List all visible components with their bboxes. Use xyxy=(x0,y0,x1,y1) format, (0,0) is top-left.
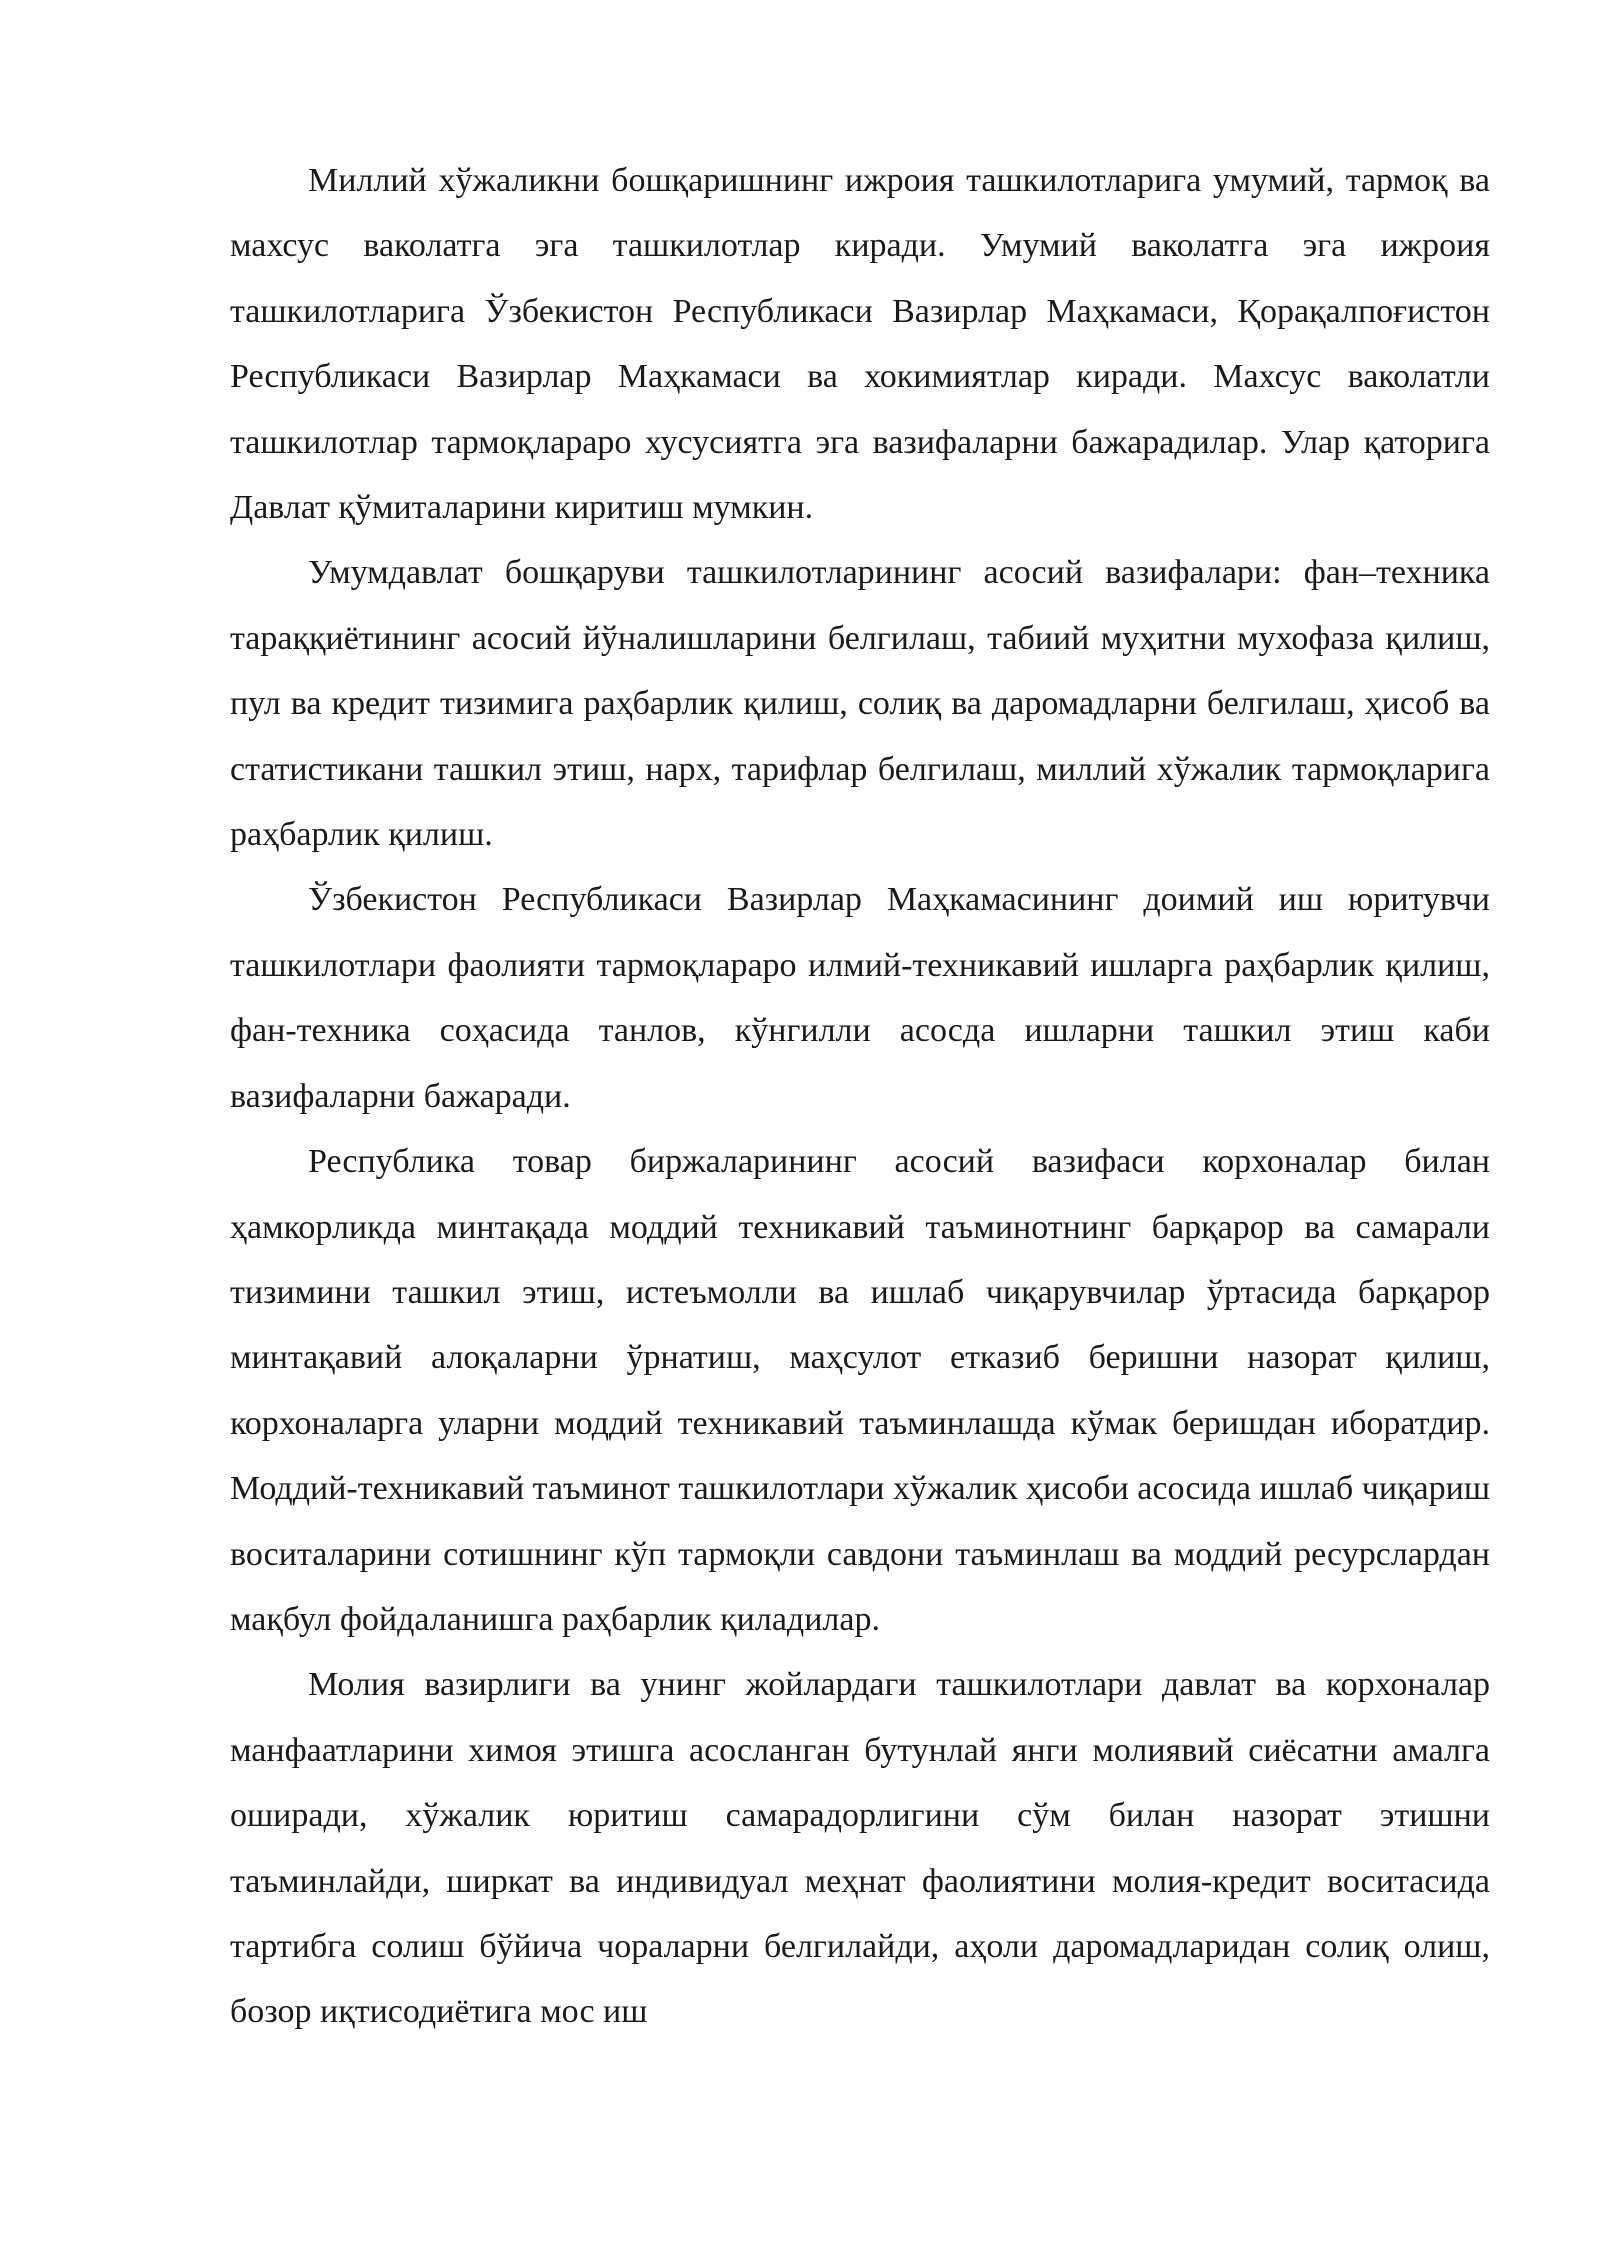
paragraph-4: Республика товар биржаларининг асосий вазифаси корхоналар билан ҳамкорликда минтақада моддий техникавий таъминотнинг барқарор ва самарали тизимини ташкил этиш, истеъмолли ва ишлаб чиқарувчилар ўртасида барқарор минтақавий алоқаларни ўрнатиш, маҳсулот етказиб беришни назорат қилиш, корхоналарга уларни моддий техникавий таъминлашда кўмак беришдан иборатдир. Моддий-техникавий таъминот ташкилотлари хўжалик ҳисоби асосида ишлаб чиқариш воситаларини сотишнинг кўп тармоқли савдони таъминлаш ва моддий ресурслардан мақбул фойдаланишга раҳбарлик қиладилар. xyxy=(230,1143,1491,1638)
document-body xyxy=(230,148,1490,2045)
paragraph-2: Умумдавлат бошқаруви ташкилотларининг асосий вазифалари: фан–техника тараққиётининг асосий йўналишларини белгилаш, табиий муҳитни мухофаза қилиш, пул ва кредит тизимига раҳбарлик қилиш, солиқ ва даромадларни белгилаш, ҳисоб ва статистикани ташкил этиш, нарх, тарифлар белгилаш, миллий хўжалик тармоқларига раҳбарлик қилиш. xyxy=(230,554,1490,854)
paragraph-3: Ўзбекистон Республикаси Вазирлар Маҳкамасининг доимий иш юритувчи ташкилотлари фаолияти тармоқлараро илмий-техникавий ишларга раҳбарлик қилиш, фан-техника соҳасида танлов, кўнгилли асосда ишларни ташкил этиш каби вазифаларни бажаради. xyxy=(230,881,1490,1115)
paragraph-1: Миллий хўжаликни бошқаришнинг ижроия ташкилотларига умумий, тармоқ ва махсус ваколатга эга ташкилотлар киради. Умумий ваколатга эга ижроия ташкилотларига Ўзбекистон Республикаси Вазирлар Маҳкамаси, Қорақалпоғистон Республикаси Вазирлар Маҳкамаси ва хокимиятлар киради. Махсус ваколатли ташкилотлар тармоқлараро хусусиятга эга вазифаларни бажарадилар. Улар қаторига Давлат қўмиталарини киритиш мумкин. xyxy=(230,162,1490,527)
paragraph-5: Молия вазирлиги ва унинг жойлардаги ташкилотлари давлат ва корхоналар манфаатларини химоя этишга асосланган бутунлай янги молиявий сиёсатни амалга оширади, хўжалик юритиш самарадорлигини сўм билан назорат этишни таъминлайди, ширкат ва индивидуал меҳнат фаолиятини молия-кредит воситасида тартибга солиш бўйича чораларни белгилайди, аҳоли даромадларидан солиқ олиш, бозор иқтисодиётига мос иш xyxy=(230,1666,1490,2031)
